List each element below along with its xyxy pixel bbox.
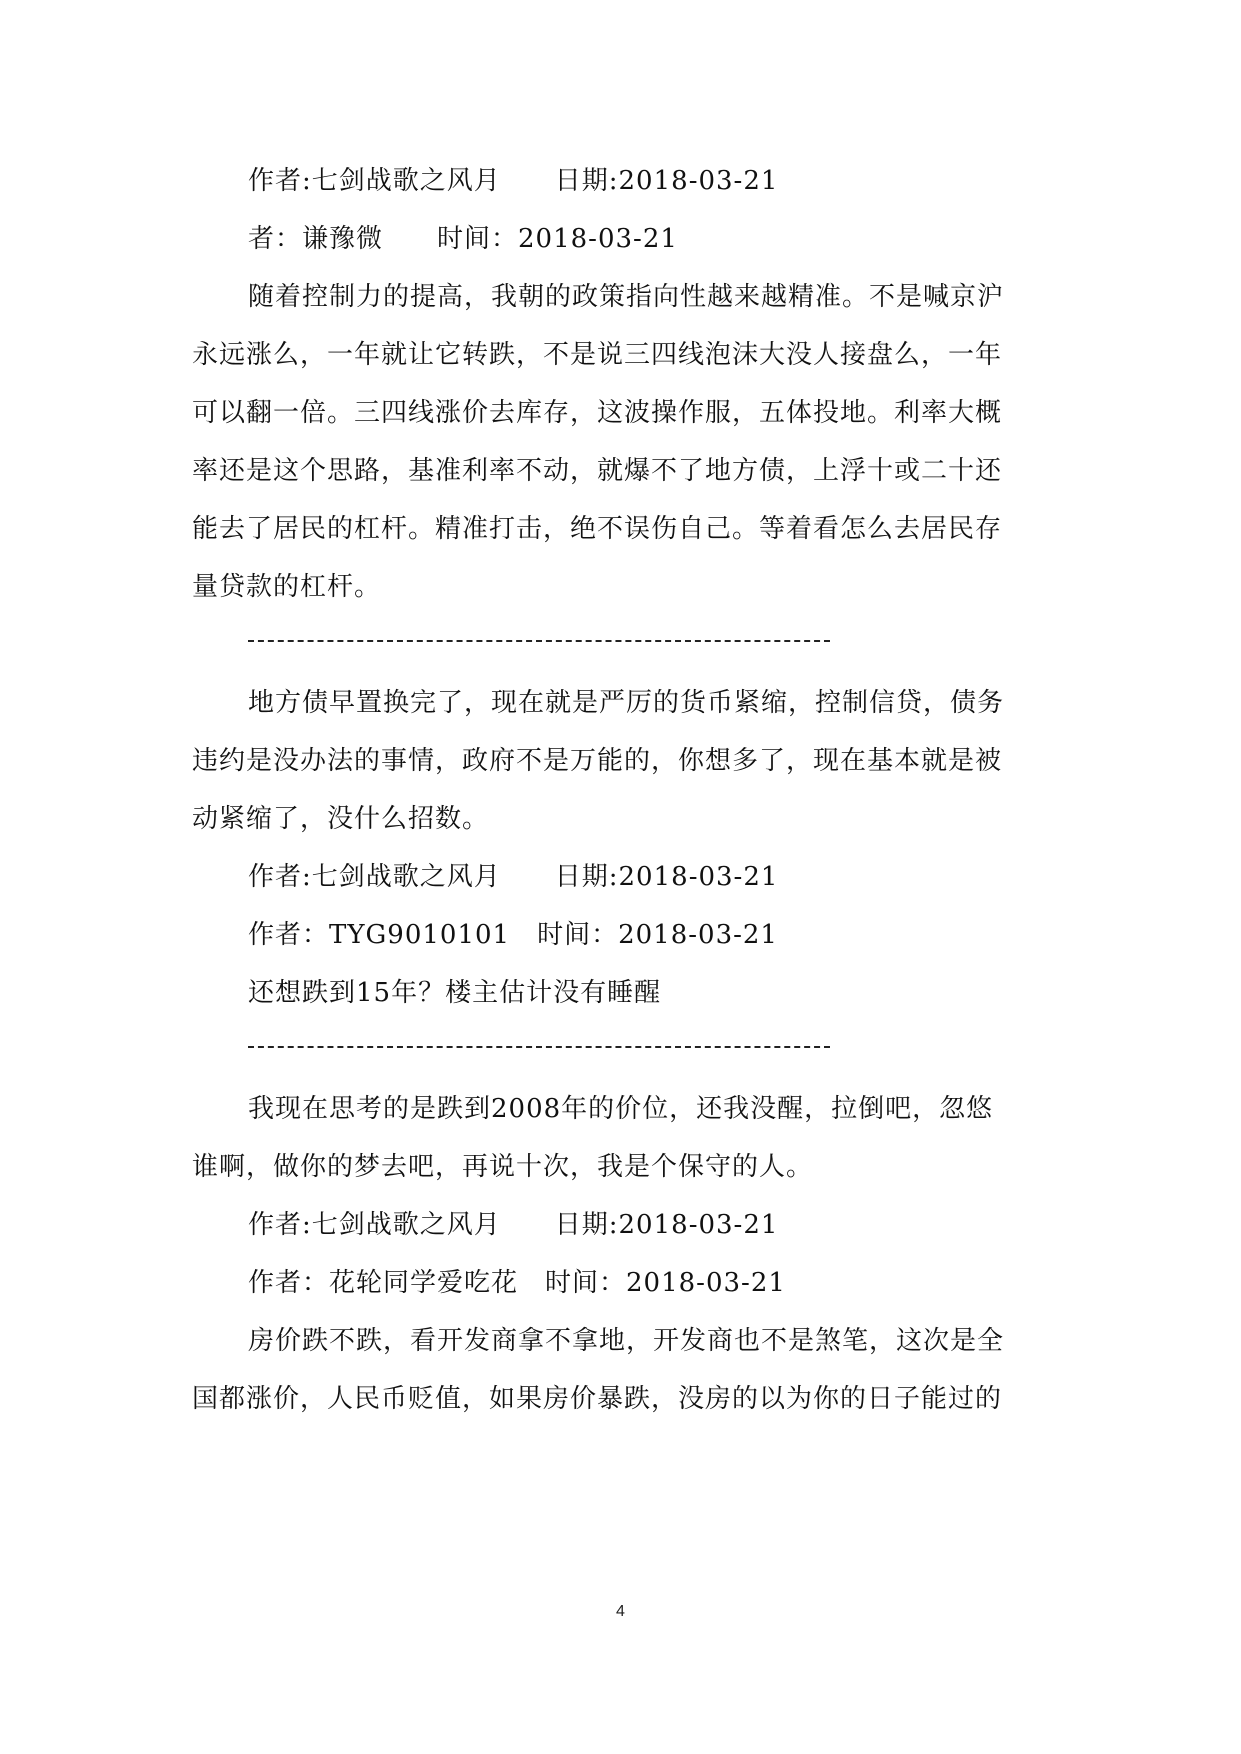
page-number: 4	[616, 1603, 625, 1620]
byline-reply-author: 作者：TYG9010101 时间：2018-03-21	[248, 920, 778, 950]
paragraph-line: 谁啊，做你的梦去吧，再说十次，我是个保守的人。	[192, 1152, 814, 1182]
paragraph-line: 能去了居民的杠杆。精准打击，绝不误伤自己。等着看怎么去居民存	[192, 514, 1003, 544]
paragraph-line: 动紧缩了，没什么招数。	[192, 804, 490, 834]
paragraph-line: 量贷款的杠杆。	[192, 572, 382, 602]
byline-author: 作者:七剑战歌之风月 日期:2018-03-21	[248, 166, 779, 196]
section-divider	[248, 640, 830, 642]
paragraph-line: 还想跌到15年？楼主估计没有睡醒	[248, 978, 662, 1008]
section-divider	[248, 1046, 830, 1048]
paragraph-line: 我现在思考的是跌到2008年的价位，还我没醒，拉倒吧，忽悠	[248, 1094, 994, 1124]
byline-author: 作者:七剑战歌之风月 日期:2018-03-21	[248, 862, 779, 892]
paragraph-line: 房价跌不跌，看开发商拿不拿地，开发商也不是煞笔，这次是全	[248, 1326, 1005, 1356]
paragraph-line: 随着控制力的提高，我朝的政策指向性越来越精准。不是喊京沪	[248, 282, 1005, 312]
paragraph-line: 国都涨价，人民币贬值，如果房价暴跌，没房的以为你的日子能过的	[192, 1384, 1003, 1414]
paragraph-line: 率还是这个思路，基准利率不动，就爆不了地方债，上浮十或二十还	[192, 456, 1003, 486]
paragraph-line: 永远涨么，一年就让它转跌，不是说三四线泡沫大没人接盘么，一年	[192, 340, 1003, 370]
byline-author: 作者:七剑战歌之风月 日期:2018-03-21	[248, 1210, 779, 1240]
paragraph-line: 可以翻一倍。三四线涨价去库存，这波操作服，五体投地。利率大概	[192, 398, 1003, 428]
byline-reply-author: 作者：花轮同学爱吃花 时间：2018-03-21	[248, 1268, 786, 1298]
paragraph-line: 违约是没办法的事情，政府不是万能的，你想多了，现在基本就是被	[192, 746, 1003, 776]
byline-reply-author: 者：谦豫微 时间：2018-03-21	[248, 224, 678, 254]
paragraph-line: 地方债早置换完了，现在就是严厉的货币紧缩，控制信贷，债务	[248, 688, 1005, 718]
